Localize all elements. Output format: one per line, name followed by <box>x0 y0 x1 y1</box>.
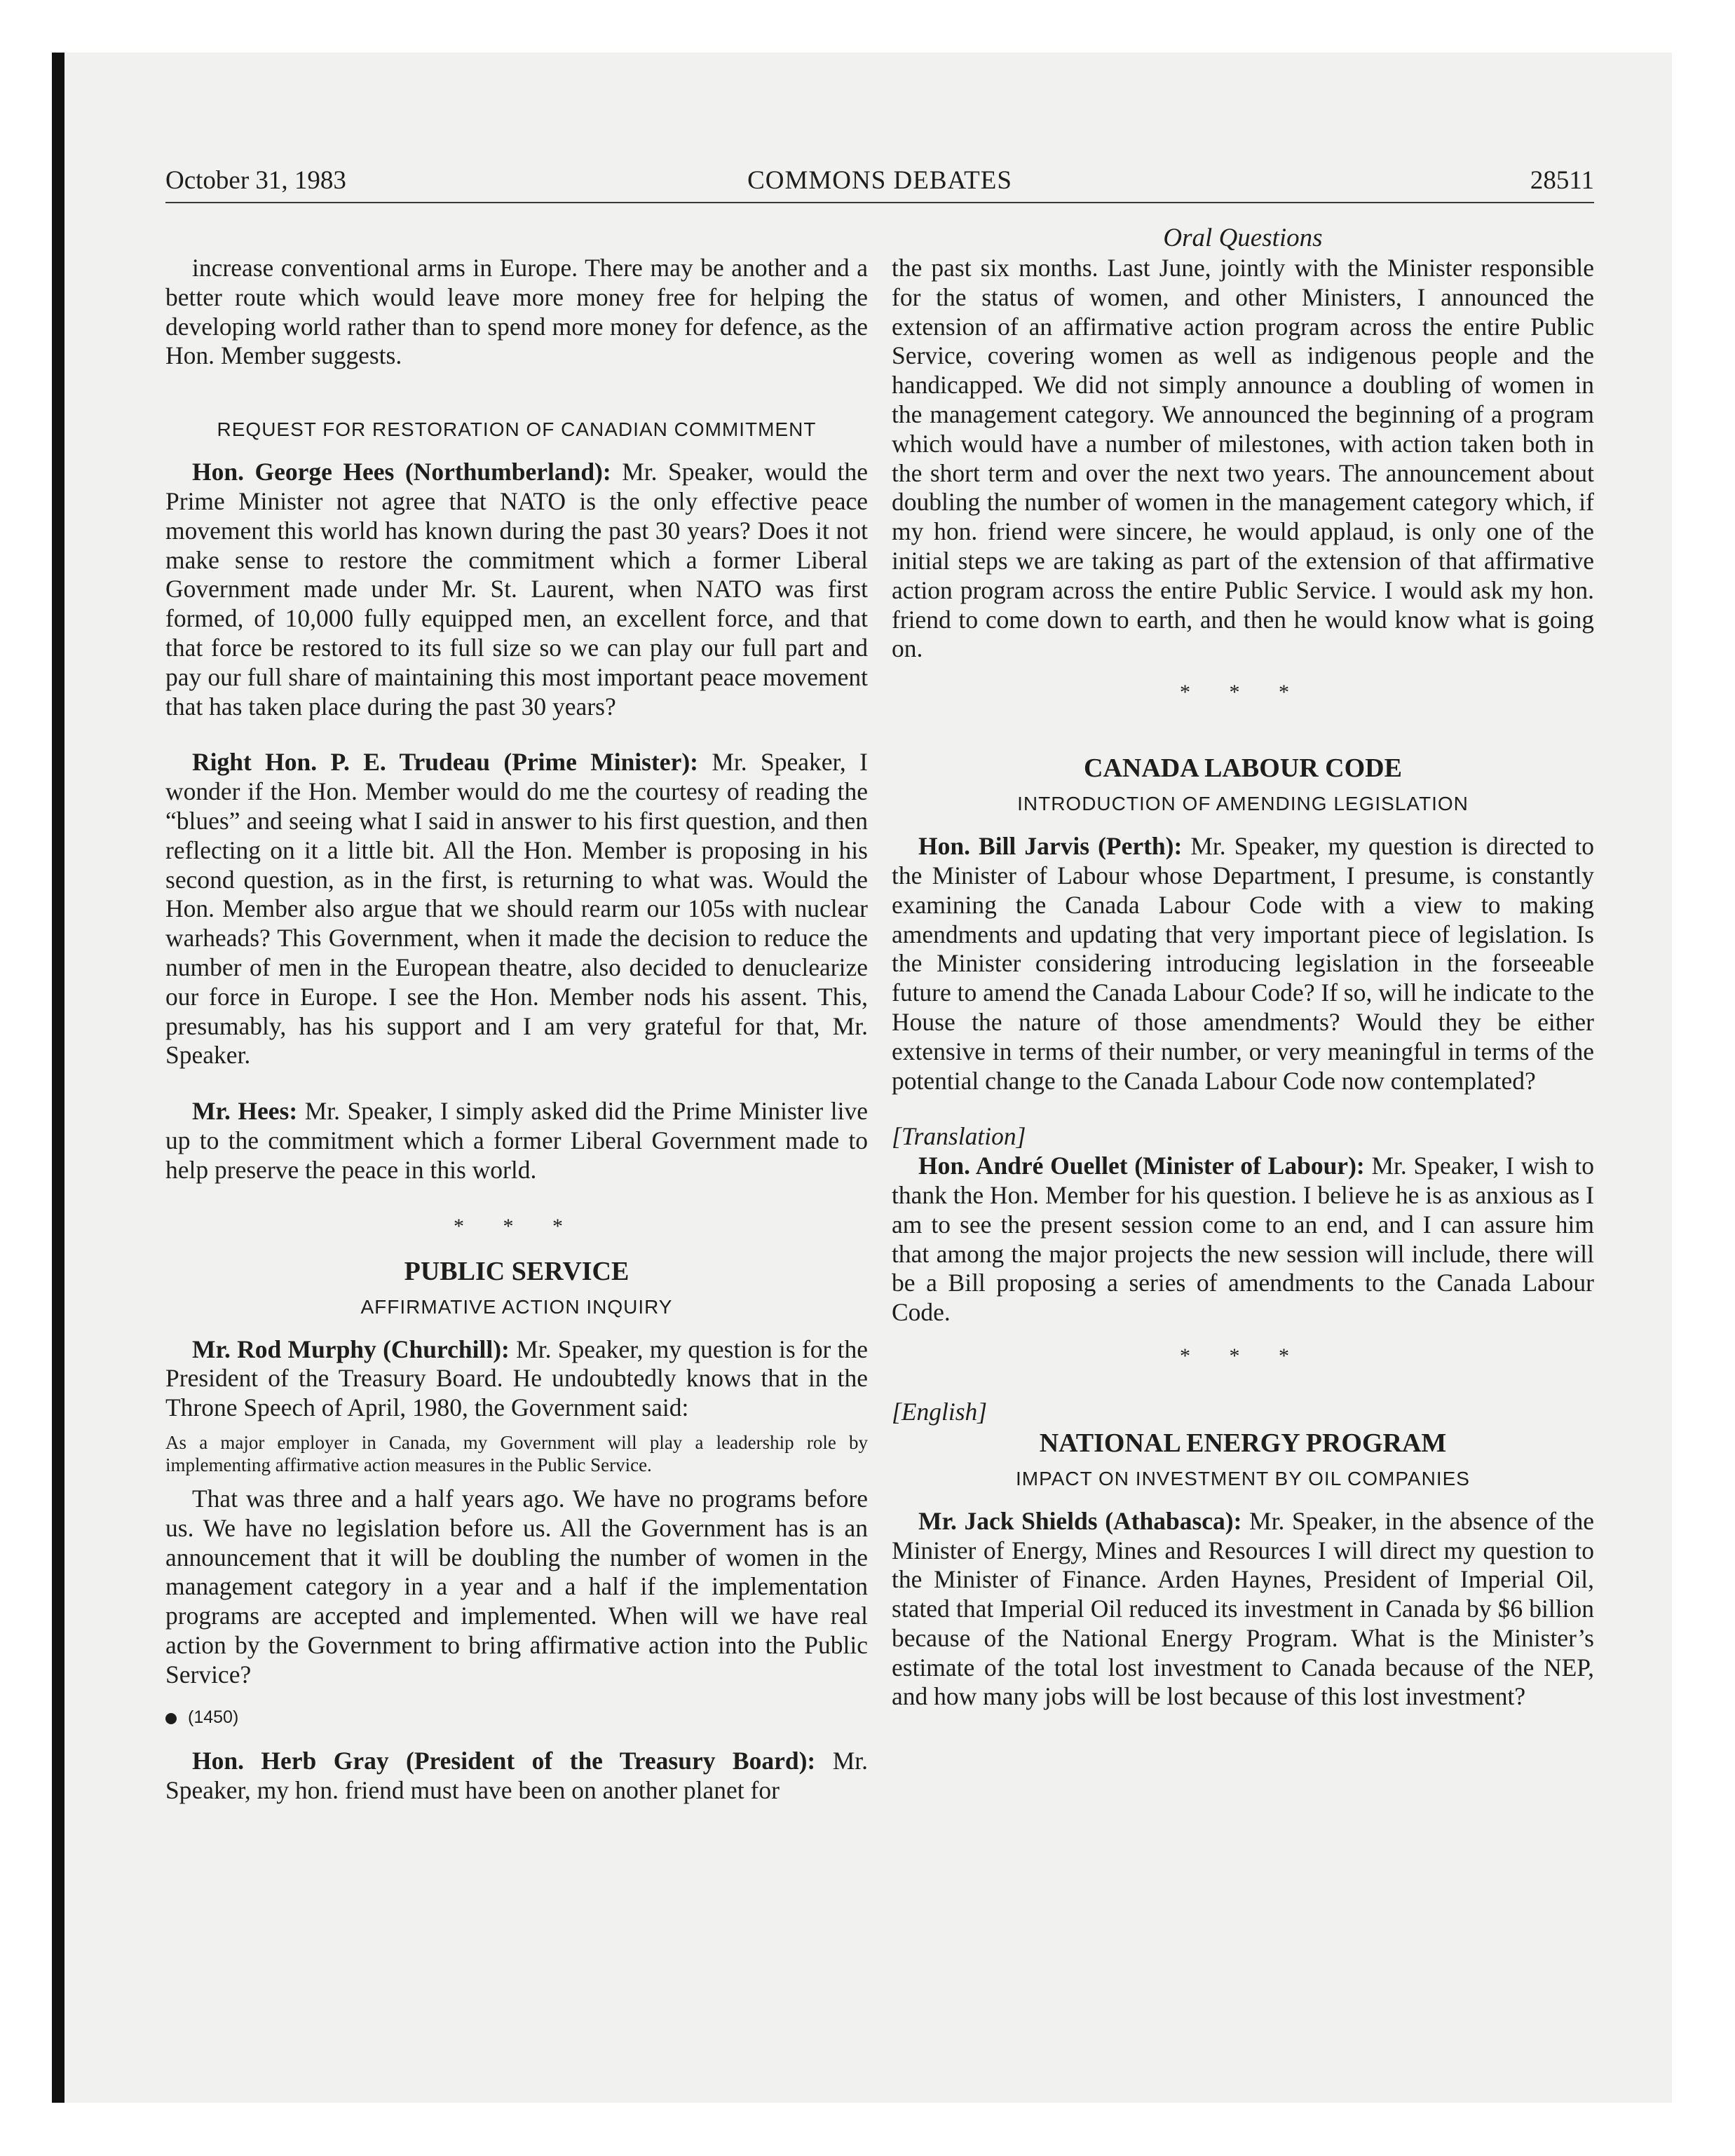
speech-text: Mr. Speaker, my question is for the President of the Treasury Board. He undoubtedly knows that in the Throne Speech of April, 1980, the Government said: <box>165 1335 868 1422</box>
speech-text: Mr. Speaker, I wonder if the Hon. Member would do me the courtesy of reading the “blues” and seeing what I said in answer to his first question, and then reflecting on it a little bit. All the Hon. Member is proposing in his second question, as in the first, is returning to what was. Would the Hon. Member also argue that we should rearm our 105s with nuclear warheads? This Government, when it made the decision to reduce the number of men in the European theatre, also decided to denuclearize our force in Europe. I see the Hon. Member nods his assent. This, presumably, has his support and I am very grateful for that, Mr. Speaker. <box>165 748 868 1070</box>
speaker-name: Mr. Hees: <box>192 1097 298 1126</box>
paragraph-three-years: That was three and a half years ago. We have no programs before us. We have no legislation before us. All the Government has is an announcement that it will be doubling the number of women in the management category in a year and a half if the implementation programs are accepted and implemented. When will we have real action by the Government to bring affirmative action into the Public Service? <box>165 1484 868 1688</box>
speech-hees-1 <box>165 458 868 721</box>
speaker-name: Hon. Herb Gray (President of the Treasury Board): <box>192 1747 816 1775</box>
speech-jarvis <box>892 832 1594 1096</box>
header-page-number: 28511 <box>1530 166 1594 195</box>
time-marker-text: (1450) <box>188 1707 239 1728</box>
subheading-affirmative-action: AFFIRMATIVE ACTION INQUIRY <box>360 1295 673 1318</box>
speech-text: Mr. Speaker, I wish to thank the Hon. Member for his question. I believe he is as anxious as I am to see the present session come to an end, and I can assure him that among the major projects the new session will include, there will be a Bill proposing a series of amendments to the Canada Labour Code. <box>892 1152 1594 1327</box>
heading-canada-labour-code: CANADA LABOUR CODE <box>1084 753 1402 784</box>
left-column <box>165 254 868 1806</box>
speech-text: Mr. Speaker, my hon. friend must have been on another planet for <box>165 1747 868 1805</box>
speech-murphy <box>165 1335 868 1423</box>
header-rule <box>165 202 1594 203</box>
binding-edge <box>52 53 64 2103</box>
section-separator: * * * <box>1180 681 1306 704</box>
header-date: October 31, 1983 <box>165 166 346 195</box>
translation-tag: [Translation] <box>892 1122 1026 1151</box>
subheading-amending-legislation: INTRODUCTION OF AMENDING LEGISLATION <box>1017 793 1469 815</box>
speech-trudeau <box>165 748 868 1070</box>
heading-national-energy-program: NATIONAL ENERGY PROGRAM <box>1039 1428 1447 1458</box>
speaker-name: Mr. Rod Murphy (Churchill): <box>192 1335 510 1363</box>
section-separator: * * * <box>1180 1344 1306 1367</box>
time-marker <box>165 1703 868 1733</box>
paragraph-gray-continued: the past six months. Last June, jointly with the Minister responsible for the status of women, and other Ministers, I announced the extension of an affirmative action program across the entire Public Service, covering women as well as indigenous people and the handicapped. We did not simply announce a doubling of women in the management category. We announced the beginning of a program which would have a number of milestones, with action taken both in the short term and over the next two years. The announcement about doubling the number of women in the management category which, if my hon. friend were sincere, he would applaud, is only one of the initial steps we are taking as part of the extension of that affirmative action program across the entire Public Service. I would ask my hon. friend to come down to earth, and then he would know what is going on. <box>892 254 1594 663</box>
bullet-icon <box>165 1713 177 1724</box>
speech-gray <box>165 1747 868 1806</box>
section-separator: * * * <box>454 1214 580 1238</box>
subheading-impact-on-investment: IMPACT ON INVESTMENT BY OIL COMPANIES <box>1016 1467 1470 1489</box>
speaker-name: Hon. André Ouellet (Minister of Labour): <box>918 1152 1365 1180</box>
speaker-name: Hon. Bill Jarvis (Perth): <box>918 832 1183 861</box>
speech-hees-2 <box>165 1097 868 1185</box>
english-tag: [English] <box>892 1397 988 1426</box>
heading-public-service: PUBLIC SERVICE <box>404 1256 630 1286</box>
speech-shields <box>892 1507 1594 1712</box>
speaker-name: Mr. Jack Shields (Athabasca): <box>918 1506 1242 1535</box>
throne-speech-quote: As a major employer in Canada, my Government will play a leadership role by implementing affirmative action measures in the Public Service. <box>165 1431 868 1475</box>
speech-ouellet <box>892 1152 1594 1328</box>
speech-text: Mr. Speaker, my question is directed to the Minister of Labour whose Department, I presume, is constantly examining the Canada Labour Code with a view to making amendments and updating that very important piece of legislation. Is the Minister considering introducing legislation in the forseeable future to amend the Canada Labour Code? If so, will he indicate to the House the nature of those amendments? Would they be either extensive in terms of their number, or very meaningful in terms of the potential change to the Canada Labour Code now contemplated? <box>892 832 1594 1095</box>
section-label: Oral Questions <box>1163 224 1323 252</box>
speech-text: Mr. Speaker, I simply asked did the Prime Minister live up to the commitment which a former Liberal Government made to help preserve the peace in this world. <box>165 1097 868 1184</box>
paragraph-intro: increase conventional arms in Europe. There may be another and a better route which would leave more money free for helping the developing world rather than to spend more money for defence, as the Hon. Member suggests. <box>165 254 868 370</box>
subheading-restoration: REQUEST FOR RESTORATION OF CANADIAN COMMITMENT <box>217 418 817 441</box>
speaker-name: Hon. George Hees (Northumberland): <box>192 458 611 486</box>
header-title: COMMONS DEBATES <box>747 166 1012 195</box>
running-header <box>165 165 1594 198</box>
speech-text: Mr. Speaker, in the absence of the Minister of Energy, Mines and Resources I will direct my question to the Minister of Finance. Arden Haynes, President of Imperial Oil, stated that Imperial Oil reduced its investment in Canada by $6 billion because of the National Energy Program. What is the Minister’s estimate of the total lost investment to Canada because of the NEP, and how many jobs will be lost because of this lost investment? <box>892 1506 1595 1711</box>
right-column <box>892 254 1594 1712</box>
speaker-name: Right Hon. P. E. Trudeau (Prime Minister): <box>192 748 698 777</box>
speech-text: Mr. Speaker, would the Prime Minister not agree that NATO is the only effective peace movement this world has known during the past 30 years? Does it not make sense to restore the commitment which a former Liberal Government made under Mr. St. Laurent, when NATO was first formed, of 10,000 fully equipped men, an excellent force, and that that force be restored to its full size so we can play our full part and pay our full share of maintaining this most important peace movement that has taken place during the past 30 years? <box>165 458 869 721</box>
